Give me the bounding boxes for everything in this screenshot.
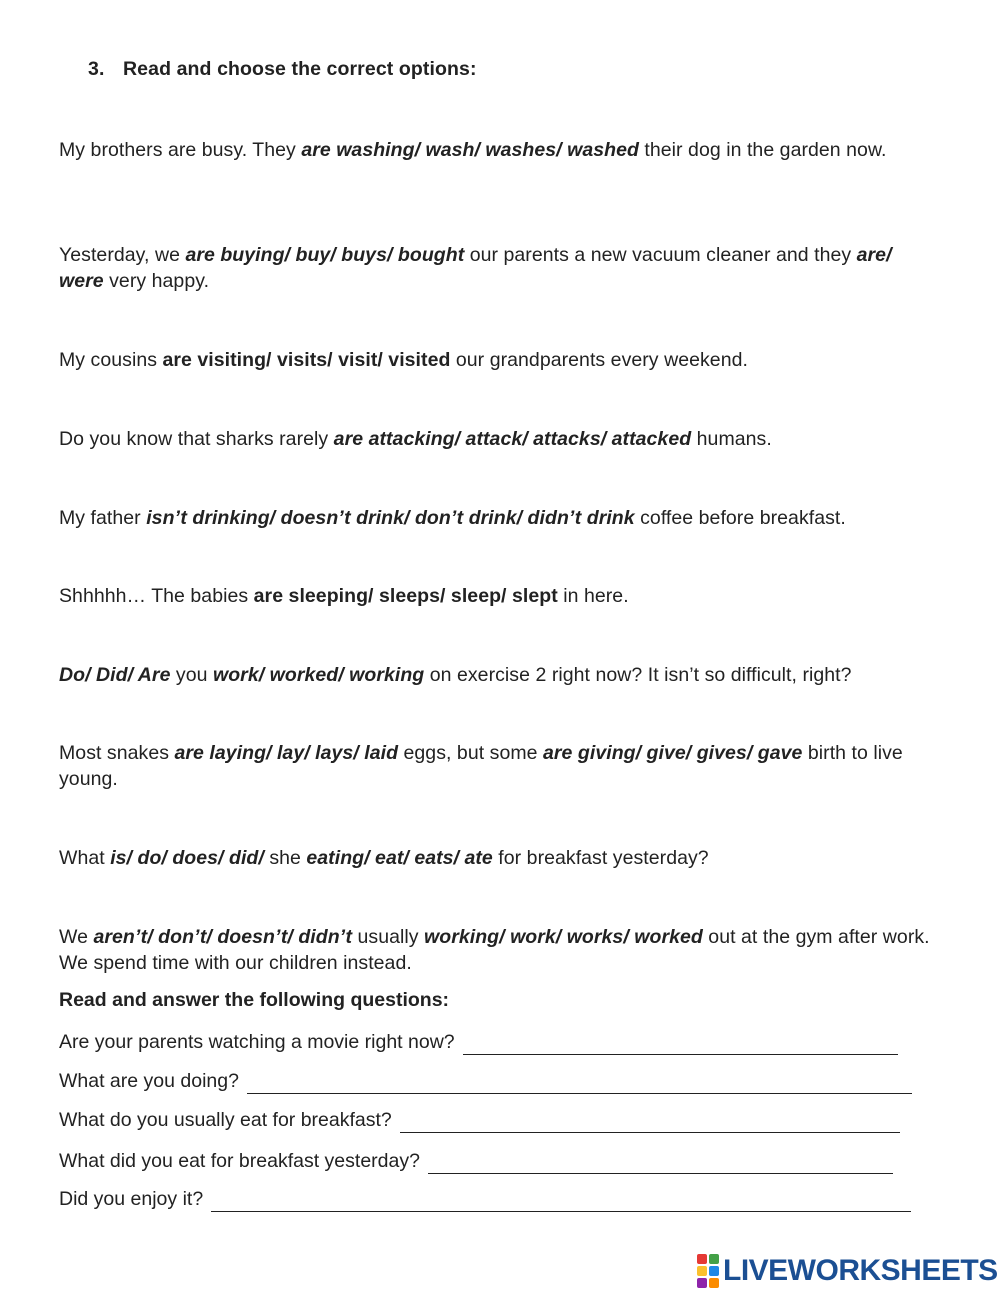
answer-line[interactable] bbox=[400, 1114, 900, 1133]
choice-options[interactable]: are attacking/ attack/ attacks/ attacked bbox=[333, 428, 692, 450]
choice-options[interactable]: isn’t drinking/ doesn’t drink/ don’t drink/ didn’t drink bbox=[146, 507, 635, 529]
answer-line[interactable] bbox=[463, 1036, 898, 1055]
sentence-text: Yesterday, we bbox=[59, 244, 186, 266]
choice-options[interactable]: are buying/ buy/ buys/ bought bbox=[185, 244, 465, 266]
sentence-text: she bbox=[263, 847, 307, 869]
logo-block bbox=[709, 1278, 719, 1288]
choice-options[interactable]: Do/ Did/ Are bbox=[59, 664, 171, 686]
question-row bbox=[59, 1029, 898, 1055]
sentence-text: eggs, but some bbox=[398, 742, 544, 764]
answer-line[interactable] bbox=[211, 1193, 911, 1212]
sentence-text: coffee before breakfast. bbox=[634, 507, 846, 529]
question-row bbox=[59, 1107, 900, 1133]
question-row bbox=[59, 1068, 912, 1094]
sentence-text: humans. bbox=[691, 428, 772, 450]
sentence-text: Most snakes bbox=[59, 742, 175, 764]
sentence-text: very happy. bbox=[103, 270, 210, 292]
logo-text: LIVEWORKSHEETS bbox=[723, 1254, 998, 1287]
logo-block bbox=[697, 1254, 707, 1264]
sentence-text: My brothers are busy. They bbox=[59, 139, 302, 161]
question-text: Did you enjoy it? bbox=[59, 1188, 204, 1210]
answer-line[interactable] bbox=[428, 1155, 893, 1174]
sentence-item bbox=[59, 347, 939, 373]
choice-options[interactable]: are visiting/ visits/ visit/ visited bbox=[162, 349, 451, 371]
logo-block bbox=[709, 1266, 719, 1276]
choice-options[interactable]: is/ do/ does/ did/ bbox=[110, 847, 264, 869]
sentence-text: We bbox=[59, 926, 94, 948]
sentence-text: Shhhhh… The babies bbox=[59, 585, 254, 607]
question-text: What did you eat for breakfast yesterday? bbox=[59, 1150, 420, 1172]
logo-block bbox=[709, 1254, 719, 1264]
choice-options[interactable]: work/ worked/ working bbox=[213, 664, 425, 686]
choice-options[interactable]: eating/ eat/ eats/ ate bbox=[306, 847, 493, 869]
logo-block bbox=[697, 1278, 707, 1288]
sentence-text: in here. bbox=[557, 585, 629, 607]
sentence-item bbox=[59, 583, 939, 609]
sentence-item bbox=[59, 505, 939, 531]
choice-options[interactable]: are washing/ wash/ washes/ washed bbox=[301, 139, 639, 161]
answer-line[interactable] bbox=[247, 1075, 912, 1094]
choice-options[interactable]: are giving/ give/ gives/ gave bbox=[543, 742, 803, 764]
sentence-text: their dog in the garden now. bbox=[638, 139, 887, 161]
choice-options[interactable]: working/ work/ works/ worked bbox=[424, 926, 703, 948]
exercise-number: 3. bbox=[88, 58, 105, 80]
sentence-item bbox=[59, 740, 939, 792]
choice-options[interactable]: are/ were bbox=[59, 244, 892, 292]
question-row bbox=[59, 1186, 911, 1212]
exercise-heading bbox=[88, 58, 477, 81]
choice-options[interactable]: are sleeping/ sleeps/ sleep/ slept bbox=[253, 585, 558, 607]
choice-options[interactable]: are laying/ lay/ lays/ laid bbox=[174, 742, 399, 764]
sentence-text: you bbox=[170, 664, 213, 686]
questions-heading: Read and answer the following questions: bbox=[59, 989, 450, 1011]
sentence-text: out at the gym after work. We spend time with our children instead. bbox=[59, 926, 930, 974]
sentence-text: My father bbox=[59, 507, 147, 529]
sentence-text: Do you know that sharks rarely bbox=[59, 428, 334, 450]
question-row bbox=[59, 1148, 893, 1174]
logo-blocks-icon bbox=[697, 1254, 719, 1288]
sentence-item bbox=[59, 426, 939, 452]
sentence-item bbox=[59, 924, 939, 976]
sentence-text: My cousins bbox=[59, 349, 163, 371]
question-text: Are your parents watching a movie right now? bbox=[59, 1031, 455, 1053]
sentence-text: birth to live young. bbox=[59, 742, 903, 790]
sentence-item bbox=[59, 662, 939, 688]
choice-options[interactable]: aren’t/ don’t/ doesn’t/ didn’t bbox=[93, 926, 353, 948]
question-text: What do you usually eat for breakfast? bbox=[59, 1109, 392, 1131]
sentence-text: usually bbox=[352, 926, 425, 948]
sentence-item bbox=[59, 137, 939, 163]
logo-block bbox=[697, 1266, 707, 1276]
liveworksheets-logo bbox=[697, 1252, 998, 1290]
exercise-title: Read and choose the correct options: bbox=[123, 58, 477, 80]
sentence-text: for breakfast yesterday? bbox=[492, 847, 709, 869]
sentence-text: our grandparents every weekend. bbox=[450, 349, 748, 371]
sentence-item bbox=[59, 242, 939, 294]
sentence-item bbox=[59, 845, 939, 871]
sentence-text: our parents a new vacuum cleaner and they bbox=[464, 244, 857, 266]
sentence-text: What bbox=[59, 847, 111, 869]
question-text: What are you doing? bbox=[59, 1070, 239, 1092]
sentence-text: on exercise 2 right now? It isn’t so difficult, right? bbox=[424, 664, 852, 686]
